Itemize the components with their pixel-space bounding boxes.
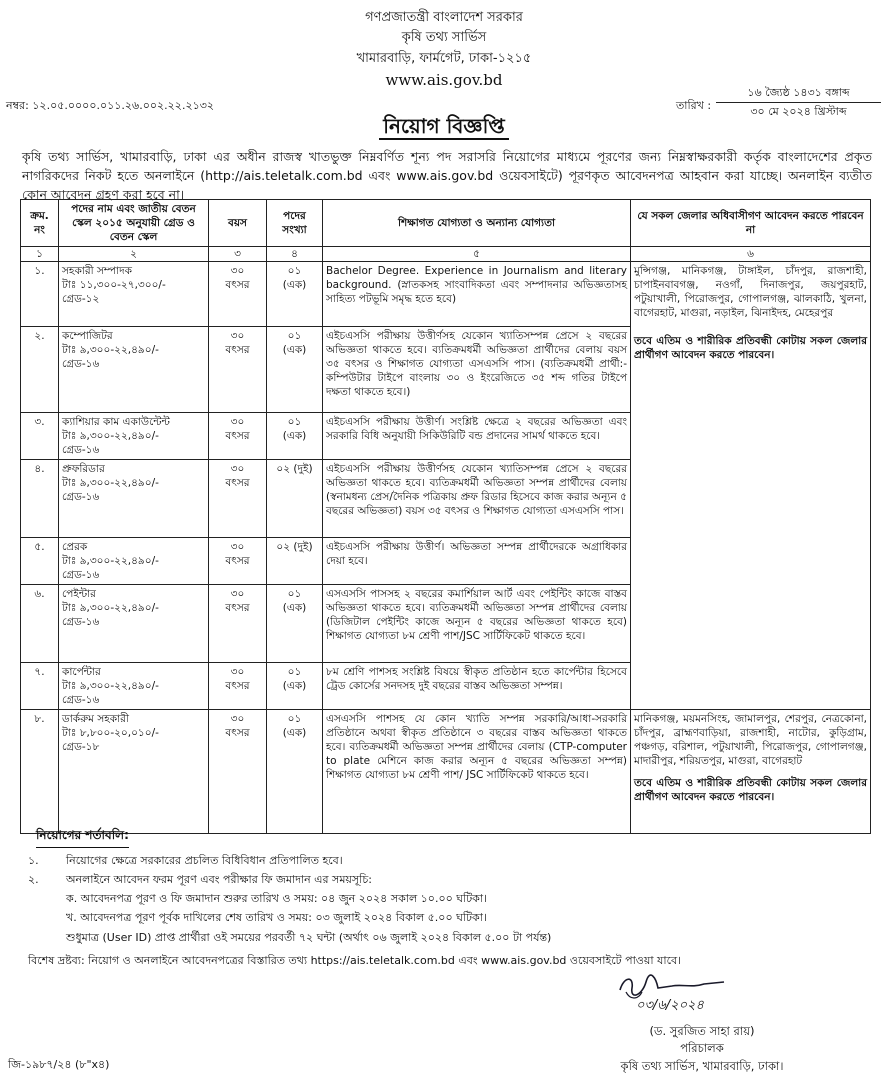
term-subitem: শুধুমাত্র (User ID) প্রাপ্ত প্রার্থীরা ওই সময়ের পরবর্তী ৭২ ঘন্টা (অর্থাৎ ০৬ জুলাই ২০২৪ বিকাল ৫.০০ টা পর্যন্ত) bbox=[66, 931, 552, 944]
grade: গ্রেড-১৮ bbox=[62, 741, 100, 753]
grade: গ্রেড-১২ bbox=[62, 293, 100, 305]
signatory-name: (ড. সুরজিত সাহা রায়) bbox=[649, 1024, 755, 1038]
post-cell bbox=[59, 413, 209, 460]
count-cell bbox=[267, 262, 323, 327]
count-word: (এক) bbox=[282, 279, 307, 291]
district-list: মানিকগঞ্জ, ময়মনসিংহ, জামালপুর, শেরপুর, নেত্রকোনা, চাঁদপুর, ব্রাহ্মণবাড়িয়া, রাজশাহী, নাটোর, কুড়িগ্রাম, পঞ্চগড়, বরিশাল, পটুয়াখালী, পিরোজপুর, গোপালগঞ্জ, মাদারীপুর, শরিয়তপুর, মাগুরা, বাগেরহাট bbox=[634, 713, 867, 767]
col-number: ২ bbox=[59, 247, 209, 262]
grade: গ্রেড-১৬ bbox=[62, 491, 100, 503]
age-value: ৩০ bbox=[230, 541, 245, 553]
pay-scale: টাঃ ৯,৩০০-২২,৪৯০/- bbox=[62, 680, 159, 692]
govt-name: গণপ্রজাতন্ত্রী বাংলাদেশ সরকার bbox=[365, 10, 523, 25]
intro-paragraph: কৃষি তথ্য সার্ভিস, খামারবাড়ি, ঢাকা এর অধীন রাজস্ব খাতভুক্ত নিম্নবর্ণিত শূন্য পদ সরাসরি নিয়োগের মাধ্যমে পূরণের জন্য নিম্নস্বাক্ষরকারী কর্তৃক বাংলাদেশের প্রকৃত নাগরিকদের নিকট হতে অনলাইনে (http://ais.teletalk.com.bd এবং www.ais.gov.bd ওয়েবসাইটে) পূরণকৃত আবেদনপত্র আহবান করা যাচ্ছে। অনলাইন ব্যতীত কোন আবেদন গ্রহণ করা হবে না। bbox=[22, 149, 872, 202]
age-cell bbox=[209, 327, 267, 413]
serial-cell: ৪. bbox=[21, 460, 59, 538]
col-post: পদের নাম এবং জাতীয় বেতন স্কেল ২০১৫ অনুযায়ী গ্রেড ও বেতন স্কেল bbox=[59, 200, 209, 247]
col-number: ৩ bbox=[209, 247, 267, 262]
office-address: খামারবাড়ি, ফার্মগেট, ঢাকা-১২১৫ bbox=[356, 51, 532, 66]
pay-scale: টাঃ ৯,৩০০-২২,৪৯০/- bbox=[62, 555, 159, 567]
term-subitem: খ. আবেদনপত্র পূরণ পূর্বক দাখিলের শেষ তারিখ ও সময়: ০৩ জুলাই ২০২৪ বিকাল ৫.০০ ঘটিকা। bbox=[66, 911, 487, 924]
col-age: বয়স bbox=[209, 200, 267, 247]
count-word: (এক) bbox=[282, 602, 307, 614]
age-unit: বৎসর bbox=[225, 279, 250, 291]
qualification-cell: এইচএসসি পরীক্ষায় উত্তীর্ণ। সংশ্লিষ্ট ক্ষেত্রে ২ বছরের অভিজ্ঞতা এবং সরকারি বিধি অনুযায়ী সিকিউরিটি বন্ড প্রদানের সামর্থ থাকতে হবে। bbox=[323, 413, 631, 460]
special-note: বিশেষ দ্রষ্টব্য: নিয়োগ ও অনলাইনে আবেদনপত্রের বিস্তারিত তথ্য https://ais.teletalk.com.bd এবং www.ais.gov.bd ওয়েবসাইটে পাওয়া যাবে। bbox=[28, 954, 682, 967]
count-value: ০১ bbox=[287, 713, 302, 725]
count-word: (এক) bbox=[282, 430, 307, 442]
page-title: নিয়োগ বিজ্ঞপ্তি bbox=[0, 112, 888, 145]
age-cell bbox=[209, 663, 267, 710]
count-cell bbox=[267, 327, 323, 413]
post-name: প্রুফরিডার bbox=[62, 463, 105, 475]
count-value: ০১ bbox=[287, 265, 302, 277]
qualification-cell: এসএসসি পাশসহ যে কোন খ্যাতি সম্পন্ন সরকারি/আধা-সরকারি প্রতিষ্ঠানে অথবা স্বীকৃত প্রতিষ্ঠানে ৩ বছরের বাস্তব অভিজ্ঞতা থাকতে হবে। ব্যতিক্রমধর্মী অভিজ্ঞতা সম্পন্ন প্রার্থীদের বেলায় (CTP-computer to plate মেশিনে কাজ করার অন্যূন ৫ বছরের অভিজ্ঞতা সম্পন্ন) শিক্ষাগত যোগ্যতা ৮ম শ্রেণী পাশ/ JSC সার্টিফিকেট থাকতে হবে। bbox=[323, 710, 631, 834]
age-cell bbox=[209, 538, 267, 585]
date-english: ৩০ মে ২০২৪ খ্রিস্টাব্দ bbox=[750, 105, 847, 118]
age-cell bbox=[209, 413, 267, 460]
vacancy-table bbox=[20, 199, 871, 834]
count-value: ০১ bbox=[287, 330, 302, 342]
count-cell bbox=[267, 585, 323, 663]
serial-cell: ৮. bbox=[21, 710, 59, 834]
count-word: (এক) bbox=[282, 680, 307, 692]
term-number: ২. bbox=[28, 873, 39, 886]
col-number: ১ bbox=[21, 247, 59, 262]
pay-scale: টাঃ ৯,৩০০-২২,৪৯০/- bbox=[62, 430, 159, 442]
date-label: তারিখ : bbox=[676, 99, 712, 112]
count-value: ০২ (দুই) bbox=[276, 541, 313, 553]
age-unit: বৎসর bbox=[225, 344, 250, 356]
serial-cell: ৬. bbox=[21, 585, 59, 663]
age-value: ৩০ bbox=[230, 588, 245, 600]
post-cell bbox=[59, 262, 209, 327]
col-count: পদের সংখ্যা bbox=[267, 200, 323, 247]
qualification-cell: এসএসসি পাসসহ ২ বছরের কমার্শিয়াল আর্ট এবং পেইন্টিং কাজে বাস্তব অভিজ্ঞতা থাকতে হবে। ব্যতিক্রমধর্মী অভিজ্ঞতা সম্পন্ন প্রার্থীদের বেলায় (ডিজিটাল পেইন্টিং কাজে অন্যূন ৫ বছরের অভিজ্ঞতা থাকতে হবে) শিক্ষাগত যোগ্যতা ৮ম শ্রেণী পাশ/JSC সার্টিফিকেট থাকতে হবে। bbox=[323, 585, 631, 663]
serial-cell: ৩. bbox=[21, 413, 59, 460]
grade: গ্রেড-১৬ bbox=[62, 694, 100, 706]
post-name: কার্পেন্টার bbox=[62, 666, 101, 678]
signatory-designation: পরিচালক bbox=[680, 1041, 724, 1055]
term-number: ১. bbox=[28, 854, 39, 867]
pay-scale: টাঃ ৯,৩০০-২২,৪৯০/- bbox=[62, 477, 159, 489]
reference-code: জি-১৯৮৭/২৪ (৮"x৪) bbox=[8, 1058, 110, 1071]
col-serial: ক্রম. নং bbox=[21, 200, 59, 247]
post-name: ক্যাশিয়ার কাম একাউন্টেন্ট bbox=[62, 416, 170, 428]
count-word: (এক) bbox=[282, 344, 307, 356]
age-value: ৩০ bbox=[230, 265, 245, 277]
age-value: ৩০ bbox=[230, 713, 245, 725]
qualification-cell: এইচএসসি পরীক্ষায় উত্তীর্ণসহ যেকোন খ্যাতিসম্পন্ন প্রেসে ২ বছরের অভিজ্ঞতা থাকতে হবে। ব্যতিক্রমধর্মী অভিজ্ঞতা প্রার্থীদের বেলায় বয়স ৩৫ বৎসর ও শিক্ষাগত যোগ্যতা এসএসসি পাস। (ব্যতিক্রমধর্মী প্রার্থী:- কম্পিউটার টাইপে বাংলায় ৩০ ও ইংরেজিতে ৩৫ শব্দ গতির টাইপে দক্ষতা থাকতে হবে।) bbox=[323, 327, 631, 413]
count-cell bbox=[267, 710, 323, 834]
signature-date: ০৩/৬/২০২৪ bbox=[636, 998, 704, 1013]
qualification-cell: এইচএসসি পরীক্ষায় উত্তীর্ণসহ যেকোন খ্যাতিসম্পন্ন প্রেসে ২ বছরের অভিজ্ঞতা থাকতে হবে। ব্যতিক্রমধর্মী অভিজ্ঞতা সম্পন্ন প্রার্থীদের বেলায় (স্বনামধন্য প্রেস/দৈনিক পত্রিকায় প্রুফ রিডার হিসেবে কাজ করার অন্যূন ৫ বছরের অভিজ্ঞতা) বয়স ৩৫ বৎসর ও শিক্ষাগত যোগ্যতা এসএসসি পাস। bbox=[323, 460, 631, 538]
count-value: ০১ bbox=[287, 666, 302, 678]
column-number-row bbox=[21, 247, 871, 262]
count-cell bbox=[267, 460, 323, 538]
post-name: ডার্করুম সহকারী bbox=[62, 713, 129, 725]
grade: গ্রেড-১৬ bbox=[62, 358, 100, 370]
post-cell bbox=[59, 460, 209, 538]
age-unit: বৎসর bbox=[225, 555, 250, 567]
post-name: কম্পোজিটর bbox=[62, 330, 113, 342]
age-value: ৩০ bbox=[230, 666, 245, 678]
age-value: ৩০ bbox=[230, 330, 245, 342]
grade: গ্রেড-১৬ bbox=[62, 616, 100, 628]
age-unit: বৎসর bbox=[225, 477, 250, 489]
signatory-office: কৃষি তথ্য সার্ভিস, খামারবাড়ি, ঢাকা। bbox=[620, 1059, 784, 1073]
age-value: ৩০ bbox=[230, 463, 245, 475]
post-cell bbox=[59, 327, 209, 413]
quota-note: তবে এতিম ও শারীরিক প্রতিবন্ধী কোটায় সকল জেলার প্রার্থীগণ আবেদন করতে পারবেন। bbox=[634, 777, 867, 803]
term-item: অনলাইনে আবেদন ফরম পূরণ এবং পরীক্ষার ফি জমাদান এর সময়সূচি: bbox=[66, 873, 372, 886]
grade: গ্রেড-১৬ bbox=[62, 569, 100, 581]
term-subitem: ক. আবেদনপত্র পূরণ ও ফি জমাদান শুরুর তারিখ ও সময়: ০৪ জুন ২০২৪ সকাল ১০.০০ ঘটিকা। bbox=[66, 892, 488, 905]
age-cell bbox=[209, 585, 267, 663]
pay-scale: টাঃ ৯,৩০০-২২,৪৯০/- bbox=[62, 344, 159, 356]
age-value: ৩০ bbox=[230, 416, 245, 428]
count-cell bbox=[267, 663, 323, 710]
pay-scale: টাঃ ৮,৮০০-২০,০১০/- bbox=[62, 727, 159, 739]
post-cell bbox=[59, 663, 209, 710]
age-unit: বৎসর bbox=[225, 602, 250, 614]
table-row bbox=[21, 262, 871, 327]
district-list: মুন্সিগঞ্জ, মানিকগঞ্জ, টাঙ্গাইল, চাঁদপুর, রাজশাহী, চাপাইনবাবগঞ্জ, নওগাঁ, দিনাজপুর, জয়পুরহাট, পটুয়াখালী, পিরোজপুর, গোপালগঞ্জ, ঝালকাঠি, খুলনা, বাগেরহাট, মাগুরা, নড়াইল, ঝিনাইদহ, মেহেরপুর bbox=[634, 265, 867, 319]
pay-scale: টাঃ ৯,৩০০-২২,৪৯০/- bbox=[62, 602, 159, 614]
district-cell-group1 bbox=[631, 262, 871, 710]
count-cell bbox=[267, 538, 323, 585]
memo-number: নম্বর: ১২.০৫.০০০০.০১১.২৬.০০২.২২.২১৩২ bbox=[6, 99, 215, 112]
table-header-row bbox=[21, 200, 871, 247]
post-name: প্রেরক bbox=[62, 541, 88, 553]
count-cell bbox=[267, 413, 323, 460]
post-cell bbox=[59, 538, 209, 585]
district-cell-group2 bbox=[631, 710, 871, 834]
age-unit: বৎসর bbox=[225, 680, 250, 692]
count-value: ০২ (দুই) bbox=[276, 463, 313, 475]
qualification-cell: Bachelor Degree. Experience in Journalism and literary background. (স্নাতকসহ সাংবাদিকতা এবং সম্পাদনার অভিজ্ঞতাসহ সাহিত্য পটভূমি সমৃদ্ধ হতে হবে) bbox=[323, 262, 631, 327]
serial-cell: ৫. bbox=[21, 538, 59, 585]
date-bangla: ১৬ জ্যৈষ্ঠ ১৪৩১ বঙ্গাব্দ bbox=[716, 84, 881, 103]
qualification-cell: এইচএসসি পরীক্ষায় উত্তীর্ণ। অভিজ্ঞতা সম্পন্ন প্রার্থীদেরকে অগ্রাধিকার দেয়া হবে। bbox=[323, 538, 631, 585]
pay-scale: টাঃ ১১,৩০০-২৭,৩০০/- bbox=[62, 279, 166, 291]
quota-note: তবে এতিম ও শারীরিক প্রতিবন্ধী কোটায় সকল জেলার প্রার্থীগণ আবেদন করতে পারবেন। bbox=[634, 335, 867, 361]
age-cell bbox=[209, 460, 267, 538]
serial-cell: ৭. bbox=[21, 663, 59, 710]
serial-cell: ১. bbox=[21, 262, 59, 327]
office-name: কৃষি তথ্য সার্ভিস bbox=[401, 30, 487, 45]
count-value: ০১ bbox=[287, 588, 302, 600]
serial-cell: ২. bbox=[21, 327, 59, 413]
post-cell bbox=[59, 585, 209, 663]
grade: গ্রেড-১৬ bbox=[62, 444, 100, 456]
col-number: ৫ bbox=[323, 247, 631, 262]
col-districts: যে সকল জেলার অধিবাসীগণ আবেদন করতে পারবেন না bbox=[631, 200, 871, 247]
qualification-cell: ৮ম শ্রেণি পাশসহ সংশ্লিষ্ট বিষয়ে স্বীকৃত প্রতিষ্ঠান হতে কার্পেন্টার হিসেবে ট্রেড কোর্সের সনদসহ দুই বছরের বাস্তব অভিজ্ঞতা সম্পন্ন। bbox=[323, 663, 631, 710]
age-cell bbox=[209, 262, 267, 327]
col-qualification: শিক্ষাগত যোগ্যতা ও অন্যান্য যোগ্যতা bbox=[323, 200, 631, 247]
count-word: (এক) bbox=[282, 727, 307, 739]
age-unit: বৎসর bbox=[225, 430, 250, 442]
post-cell bbox=[59, 710, 209, 834]
col-number: ৬ bbox=[631, 247, 871, 262]
terms-heading: নিয়োগের শর্তাবলি: bbox=[36, 827, 129, 848]
age-unit: বৎসর bbox=[225, 727, 250, 739]
post-name: সহকারী সম্পাদক bbox=[62, 265, 132, 277]
table-row bbox=[21, 710, 871, 834]
count-value: ০১ bbox=[287, 416, 302, 428]
website[interactable]: www.ais.gov.bd bbox=[385, 71, 503, 89]
term-item: নিয়োগের ক্ষেত্রে সরকারের প্রচলিত বিধিবিধান প্রতিপালিত হবে। bbox=[66, 854, 343, 867]
age-cell bbox=[209, 710, 267, 834]
post-name: পেইন্টার bbox=[62, 588, 96, 600]
col-number: ৪ bbox=[267, 247, 323, 262]
